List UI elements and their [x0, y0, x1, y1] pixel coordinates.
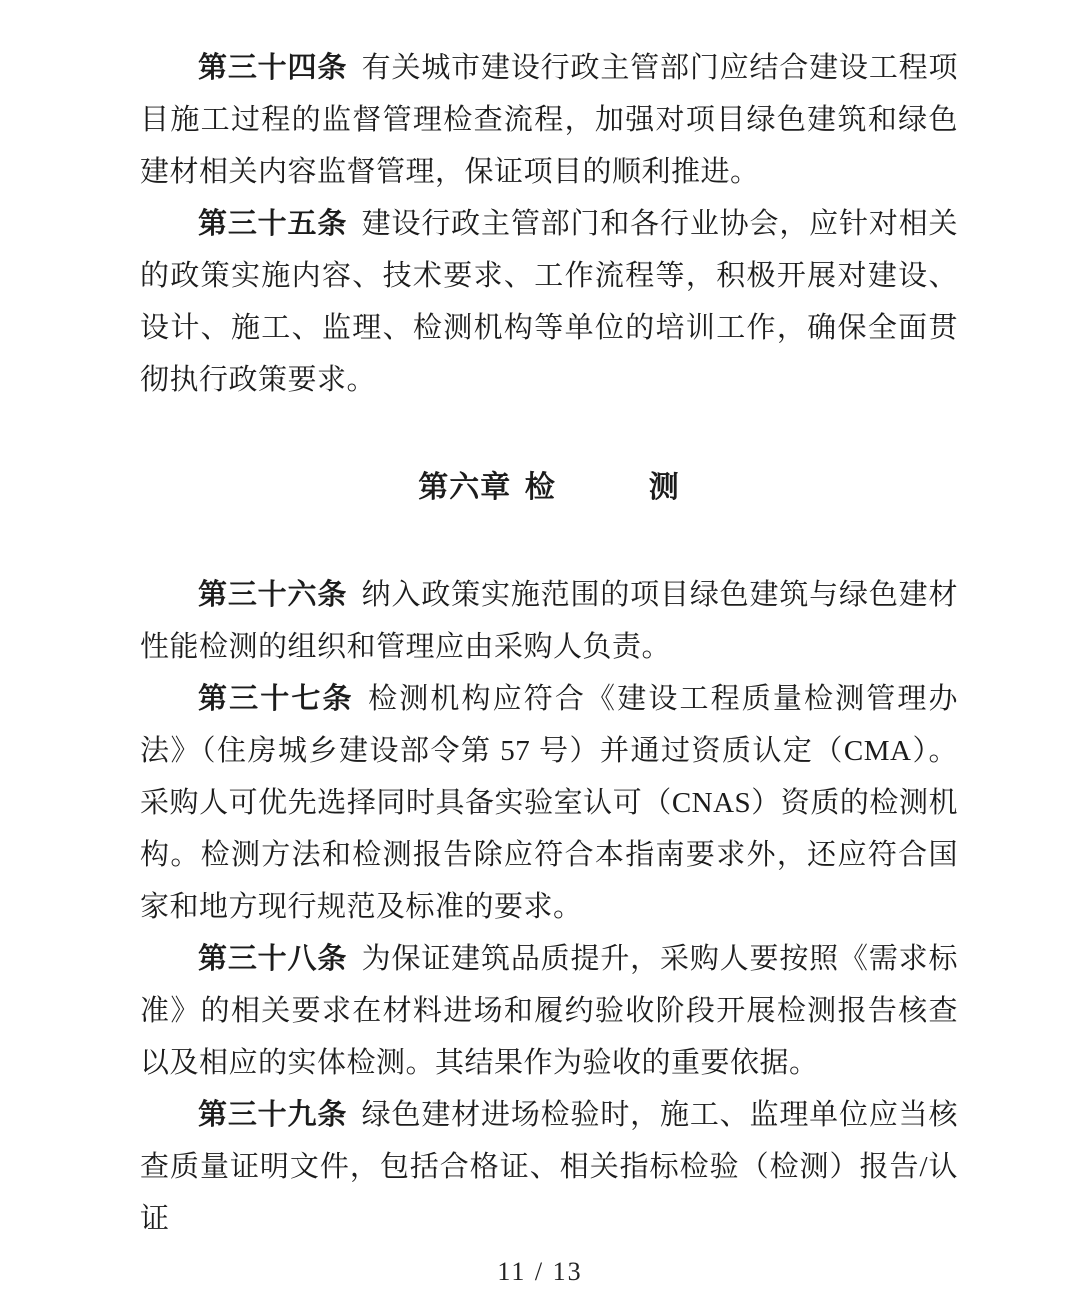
article-35: [140, 198, 958, 406]
article-37-number: 第三十七条: [198, 683, 354, 715]
article-37-text: 检测机构应符合《建设工程质量检测管理办法》（住房城乡建设部令第 57 号）并通过资质认定（CMA）。采购人可优先选择同时具备实验室认可（CNAS）资质的检测机构。检测方法和检测报告除应符合本指南要求外，还应符合国家和地方现行规范及标准的要求。: [140, 683, 958, 923]
article-35-text: 建设行政主管部门和各行业协会，应针对相关的政策实施内容、技术要求、工作流程等，积极开展对建设、设计、施工、监理、检测机构等单位的培训工作，确保全面贯彻执行政策要求。: [140, 208, 958, 396]
article-36-number: 第三十六条: [198, 579, 348, 611]
article-35-number: 第三十五条: [198, 208, 348, 240]
chapter-heading: [140, 462, 958, 514]
article-36: [140, 569, 958, 673]
article-34-text: 有关城市建设行政主管部门应结合建设工程项目施工过程的监督管理检查流程，加强对项目绿色建筑和绿色建材相关内容监督管理，保证项目的顺利推进。: [140, 52, 958, 188]
document-content: [140, 42, 958, 1245]
article-34-number: 第三十四条: [198, 52, 348, 84]
article-36-text: 纳入政策实施范围的项目绿色建筑与绿色建材性能检测的组织和管理应由采购人负责。: [140, 579, 958, 663]
article-39: [140, 1089, 958, 1245]
article-38-number: 第三十八条: [198, 943, 348, 975]
article-38-text: 为保证建筑品质提升，采购人要按照《需求标准》的相关要求在材料进场和履约验收阶段开展检测报告核查以及相应的实体检测。其结果作为验收的重要依据。: [140, 943, 958, 1079]
article-34: [140, 42, 958, 198]
article-39-text: 绿色建材进场检验时，施工、监理单位应当核查质量证明文件，包括合格证、相关指标检验（检测）报告/认证: [140, 1099, 958, 1235]
article-39-number: 第三十九条: [198, 1099, 348, 1131]
article-37: [140, 673, 958, 933]
chapter-title: 检 测: [524, 471, 680, 504]
page-number: 11 / 13: [497, 1257, 583, 1286]
article-38: [140, 933, 958, 1089]
chapter-number: 第六章: [418, 471, 512, 504]
